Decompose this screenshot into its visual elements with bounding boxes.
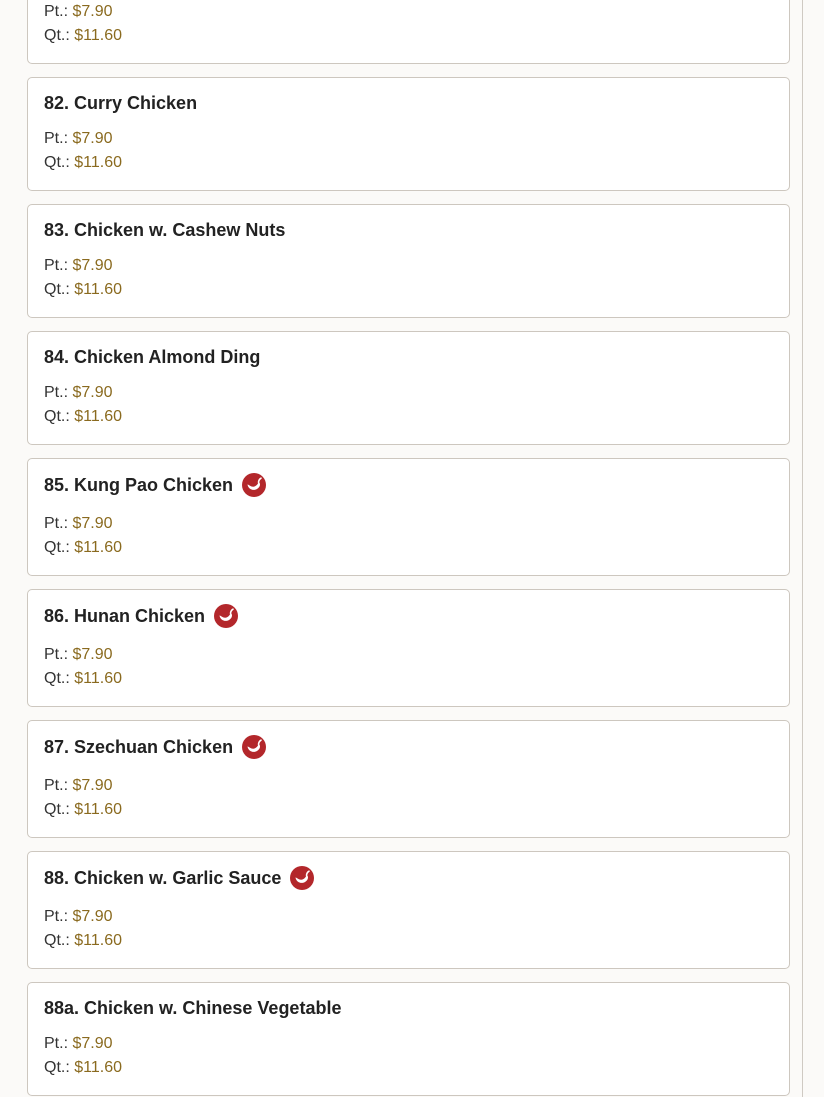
pint-label: Pt.: [44,646,69,663]
quart-label: Qt.: [44,670,70,687]
menu-item-card[interactable] [27,331,790,445]
quart-price: $11.60 [74,670,122,687]
quart-label: Qt.: [44,154,70,171]
menu-item-card[interactable] [27,851,790,969]
pint-label: Pt.: [44,3,69,20]
quart-price: $11.60 [74,408,122,425]
pint-label: Pt.: [44,1035,69,1052]
menu-item-name: 88. Chicken w. Garlic Sauce [44,867,282,888]
menu-item-title [44,93,197,114]
pint-label: Pt.: [44,257,69,274]
menu-item-title [44,347,260,368]
menu-item-name: 83. Chicken w. Cashew Nuts [44,220,286,240]
menu-item-card[interactable] [27,458,790,576]
pint-price: $7.90 [72,130,113,147]
pint-price-line [44,130,113,148]
pint-price: $7.90 [72,1035,113,1052]
menu-item-card[interactable] [27,77,790,191]
menu-item-card-partial[interactable] [27,0,790,64]
quart-price-line [44,1059,122,1077]
menu-item-name: 82. Curry Chicken [44,93,198,113]
pint-label: Pt.: [44,384,69,401]
pint-price: $7.90 [72,777,113,794]
pint-price-line [44,646,113,664]
quart-price-line [44,27,122,45]
menu-item-title [44,866,314,890]
quart-price-line [44,281,122,299]
quart-label: Qt.: [44,539,70,556]
menu-item-name: 87. Szechuan Chicken [44,736,234,757]
pint-price-line [44,257,113,275]
menu-item-name: 88a. Chicken w. Chinese Vegetable [44,998,342,1018]
quart-label: Qt.: [44,1059,70,1076]
quart-label: Qt.: [44,932,70,949]
pint-price-line [44,777,113,795]
quart-price: $11.60 [74,1059,122,1076]
menu-item-title [44,473,266,497]
menu-item-name: 86. Hunan Chicken [44,605,206,626]
pint-price: $7.90 [72,908,113,925]
quart-label: Qt.: [44,27,70,44]
pint-price: $7.90 [72,257,113,274]
menu-item-title [44,220,285,241]
pint-price-line [44,384,113,402]
quart-label: Qt.: [44,281,70,298]
quart-price-line [44,801,122,819]
pint-price: $7.90 [72,3,113,20]
pint-label: Pt.: [44,130,69,147]
quart-price-line [44,539,122,557]
quart-label: Qt.: [44,801,70,818]
pint-price-line [44,3,113,21]
quart-price: $11.60 [74,539,122,556]
quart-price-line [44,408,122,426]
chili-pepper-icon [290,866,314,890]
quart-price: $11.60 [74,27,122,44]
menu-item-title [44,998,341,1019]
quart-price: $11.60 [74,281,122,298]
quart-price-line [44,154,122,172]
menu-item-card[interactable] [27,720,790,838]
quart-price-line [44,670,122,688]
chili-pepper-icon [242,473,266,497]
quart-price: $11.60 [74,932,122,949]
menu-item-title [44,735,266,759]
menu-item-card[interactable] [27,982,790,1096]
quart-price: $11.60 [74,801,122,818]
pint-label: Pt.: [44,908,69,925]
pint-price: $7.90 [72,646,113,663]
quart-price: $11.60 [74,154,122,171]
menu-item-name: 84. Chicken Almond Ding [44,347,261,367]
menu-item-card[interactable] [27,204,790,318]
scroll-divider [802,0,803,1097]
menu-item-title [44,604,238,628]
pint-price-line [44,908,113,926]
menu-item-card[interactable] [27,589,790,707]
pint-price-line [44,1035,113,1053]
pint-price: $7.90 [72,515,113,532]
quart-price-line [44,932,122,950]
chili-pepper-icon [214,604,238,628]
pint-price: $7.90 [72,384,113,401]
pint-label: Pt.: [44,515,69,532]
chili-pepper-icon [242,735,266,759]
quart-label: Qt.: [44,408,70,425]
menu-item-name: 85. Kung Pao Chicken [44,474,234,495]
pint-label: Pt.: [44,777,69,794]
pint-price-line [44,515,113,533]
